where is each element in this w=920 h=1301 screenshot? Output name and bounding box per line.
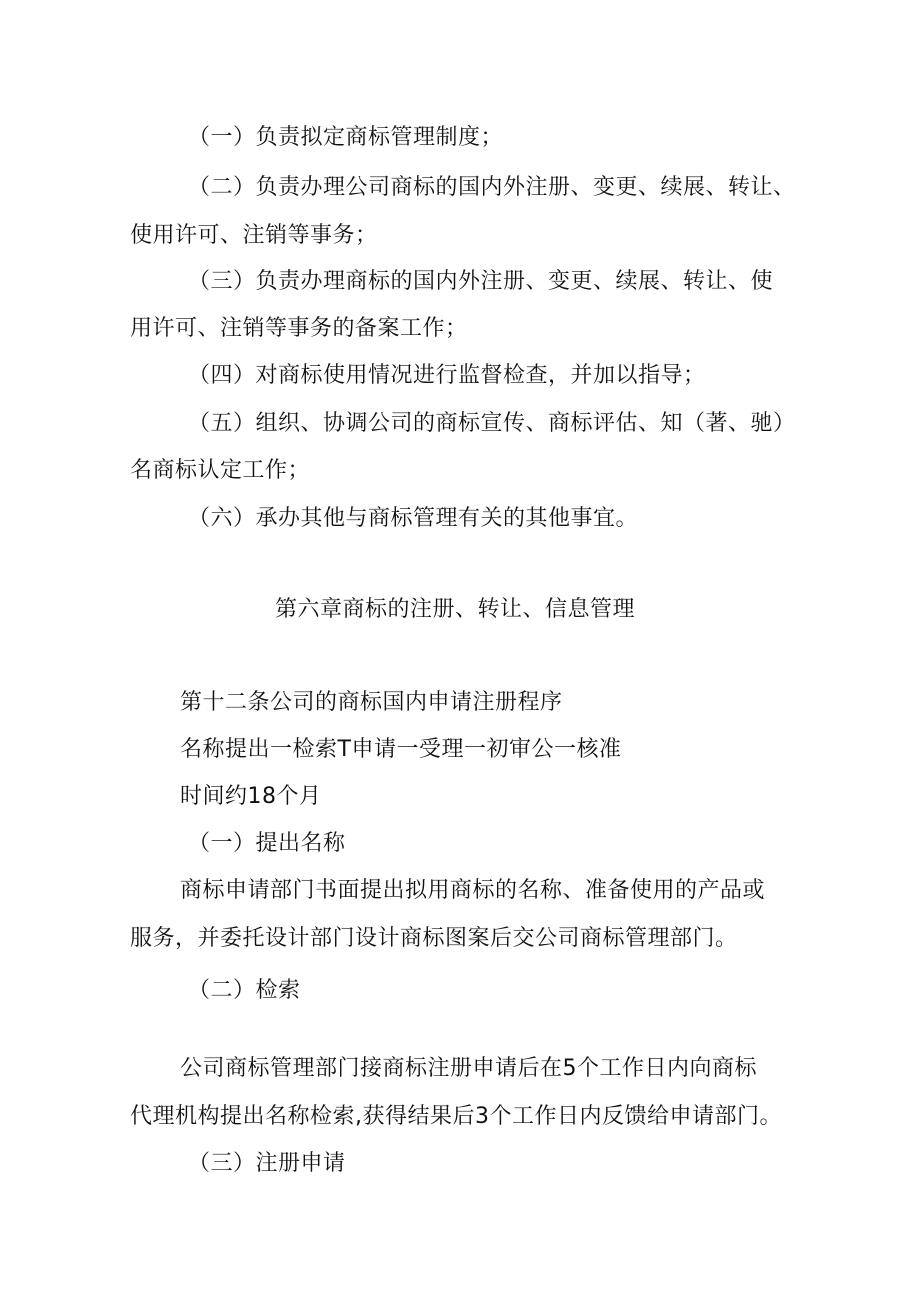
- chapter-title: 第六章商标的注册、转让、信息管理: [275, 597, 636, 622]
- duty-item-1-line-1: （一）负责拟定商标管理制度；: [188, 125, 504, 150]
- duty-item-2-line-1: （二）负责办理公司商标的国内外注册、变更、续展、转让、: [188, 175, 796, 200]
- duty-item-6-line-1: （六）承办其他与商标管理有关的其他事宜。: [188, 506, 639, 531]
- step-1-body-line-1: 商标申请部门书面提出拟用商标的名称、准备使用的产品或: [180, 878, 766, 903]
- step-2-body-line-2: 代理机构提出名称检索,获得结果后3个工作日内反馈给申请部门。: [130, 1104, 782, 1129]
- duty-item-5-line-1: （五）组织、协调公司的商标宣传、商标评估、知（著、驰）: [188, 411, 796, 436]
- article-12-duration: 时间约18个月: [180, 784, 322, 809]
- duty-item-5-line-2: 名商标认定工作；: [130, 458, 311, 483]
- article-12-flow: 名称提出一检索T申请一受理一初审公一核准: [180, 737, 622, 762]
- duty-item-4-line-1: （四）对商标使用情况进行监督检查，并加以指导；: [188, 363, 706, 388]
- step-2-body-line-1: 公司商标管理部门接商标注册申请后在5个工作日内向商标: [180, 1056, 757, 1081]
- step-1-heading: （一）提出名称: [188, 831, 346, 856]
- step-3-heading: （三）注册申请: [188, 1151, 346, 1176]
- step-1-body-line-2: 服务，并委托设计部门设计商标图案后交公司商标管理部门。: [130, 926, 738, 951]
- article-12-title: 第十二条公司的商标国内申请注册程序: [180, 690, 563, 715]
- duty-item-3-line-2: 用许可、注销等事务的备案工作；: [130, 316, 468, 341]
- duty-item-3-line-1: （三）负责办理商标的国内外注册、变更、续展、转让、使: [188, 269, 774, 294]
- duty-item-2-line-2: 使用许可、注销等事务；: [130, 223, 378, 248]
- step-2-heading: （二）检索: [188, 978, 301, 1003]
